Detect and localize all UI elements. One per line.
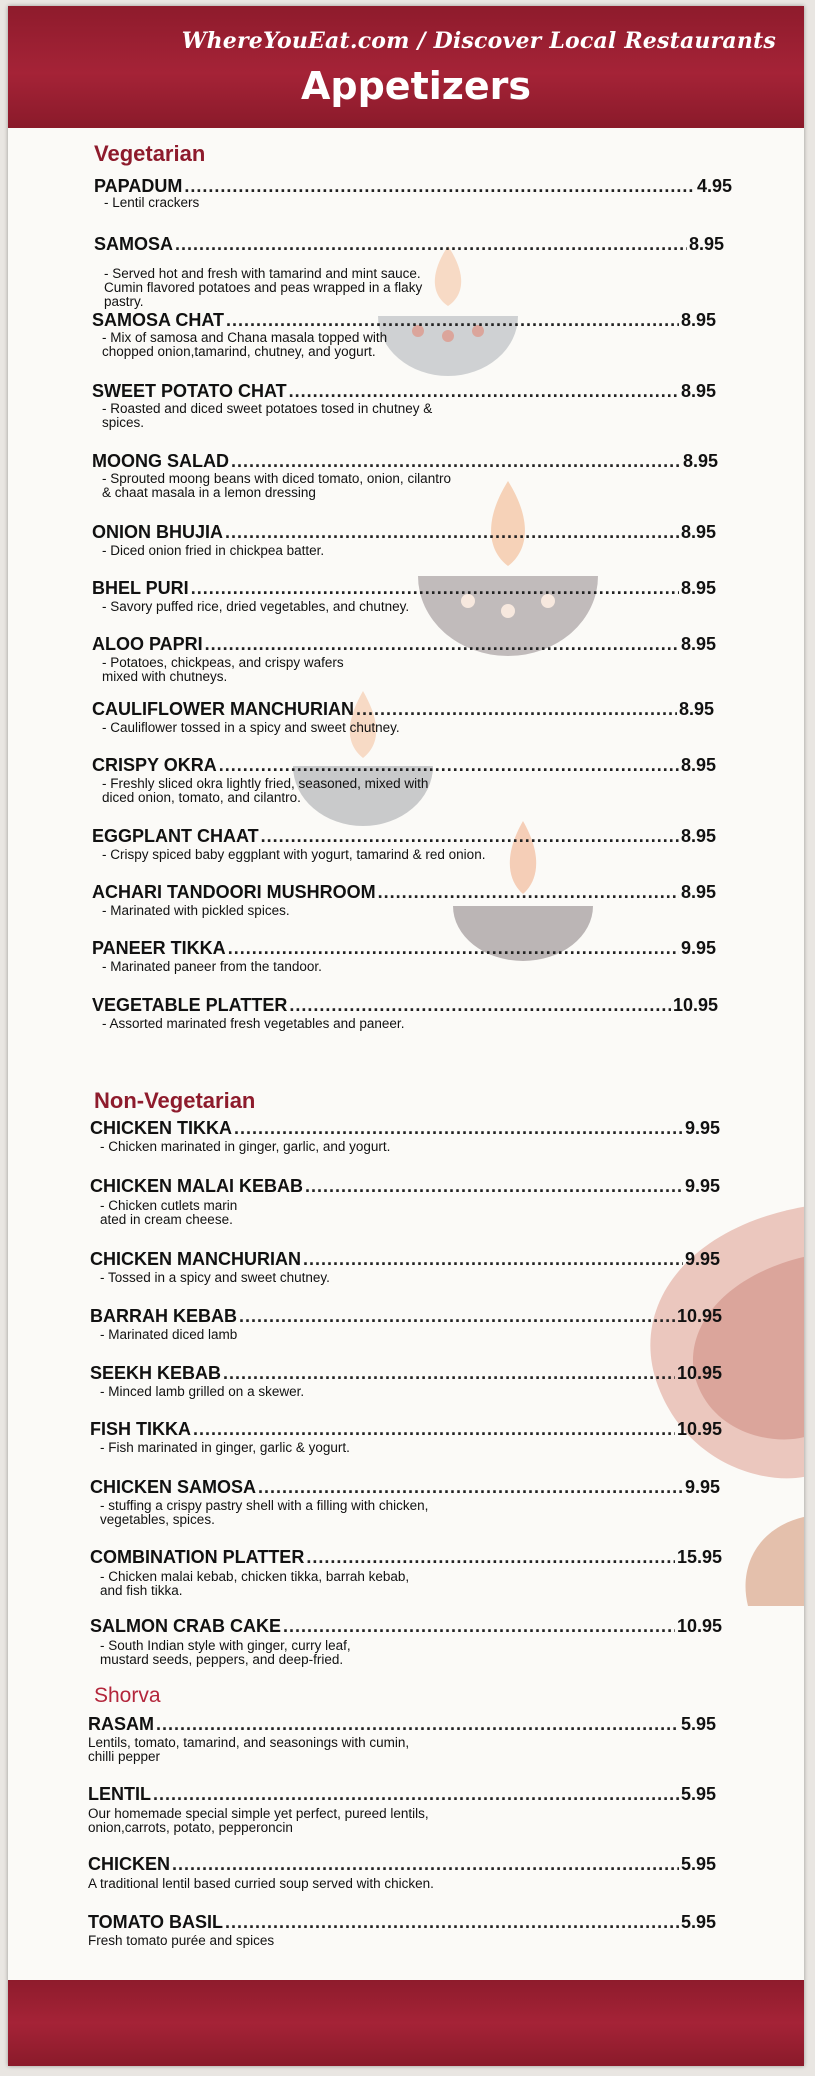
menu-item-description: - Chicken cutlets marin ated in cream cheese. xyxy=(100,1198,238,1227)
menu-item xyxy=(90,1249,720,1270)
menu-item xyxy=(92,522,716,543)
menu-item xyxy=(92,451,718,472)
dot-leader xyxy=(231,451,681,472)
menu-item xyxy=(92,882,716,903)
menu-item-name: CHICKEN SAMOSA xyxy=(90,1477,257,1497)
menu-item-name: BARRAH KEBAB xyxy=(90,1306,237,1326)
menu-item xyxy=(92,634,716,655)
menu-item-description: - Potatoes, chickpeas, and crispy wafers mixed with chutneys. xyxy=(102,655,344,684)
menu-item xyxy=(92,578,716,599)
menu-item xyxy=(90,1363,722,1384)
menu-item-name: SAMOSA xyxy=(94,234,174,254)
section-title-non-vegetarian: Non-Vegetarian xyxy=(94,1088,256,1113)
menu-item-description: - Mix of samosa and Chana masala topped with chopped onion,tamarind, chutney, and yogurt. xyxy=(102,330,388,359)
dot-leader xyxy=(378,882,679,903)
menu-item xyxy=(94,176,732,197)
menu-item-price: 8.95 xyxy=(680,310,716,330)
menu-item xyxy=(90,1176,720,1197)
menu-item-description: - Assorted marinated fresh vegetables and paneer. xyxy=(102,1016,405,1031)
menu-item-description: - Crispy spiced baby eggplant with yogurt, tamarind & red onion. xyxy=(102,847,486,862)
menu-item xyxy=(88,1854,716,1875)
menu-item-description: - Marinated diced lamb xyxy=(100,1327,238,1342)
menu-item-price: 10.95 xyxy=(676,1616,722,1636)
menu-item-name: COMBINATION PLATTER xyxy=(90,1547,305,1567)
menu-item-description: - Tossed in a spicy and sweet chutney. xyxy=(100,1270,330,1285)
menu-item-description: - Sprouted moong beans with diced tomato, onion, cilantro & chaat masala in a lemon dressing xyxy=(102,471,451,500)
menu-item xyxy=(90,1306,722,1327)
menu-item-name: CHICKEN MANCHURIAN xyxy=(90,1249,301,1269)
dot-leader xyxy=(239,1306,675,1327)
dot-leader xyxy=(306,1547,675,1568)
menu-item-description: Fresh tomato purée and spices xyxy=(88,1933,275,1948)
dot-leader xyxy=(175,234,687,255)
dot-leader xyxy=(289,381,679,402)
menu-item-name: SAMOSA CHAT xyxy=(92,310,224,330)
menu-item-description: - Minced lamb grilled on a skewer. xyxy=(100,1384,305,1399)
menu-item xyxy=(92,995,718,1016)
menu-item-price: 8.95 xyxy=(680,522,716,542)
menu-item xyxy=(92,755,716,776)
page-title: Appetizers xyxy=(300,64,532,108)
menu-item-price: 10.95 xyxy=(672,995,718,1015)
menu-item-price: 9.95 xyxy=(684,1176,720,1196)
menu-item xyxy=(90,1547,722,1568)
menu-item-price: 9.95 xyxy=(684,1118,720,1138)
dot-leader xyxy=(356,699,677,720)
section-title-vegetarian: Vegetarian xyxy=(94,141,206,166)
menu-item-name: ALOO PAPRI xyxy=(92,634,203,654)
menu-item xyxy=(92,938,716,959)
dot-leader xyxy=(205,634,679,655)
dot-leader xyxy=(226,310,679,331)
menu-item xyxy=(92,826,716,847)
menu-item-description: - Diced onion fried in chickpea batter. xyxy=(102,543,325,558)
menu-item-price: 10.95 xyxy=(676,1363,722,1383)
menu-item xyxy=(90,1616,722,1637)
menu-item-description: - Marinated with pickled spices. xyxy=(102,903,290,918)
dot-leader xyxy=(225,1912,679,1933)
menu-item xyxy=(88,1714,716,1735)
menu-item-price: 9.95 xyxy=(684,1249,720,1269)
menu-item-price: 8.95 xyxy=(680,634,716,654)
dot-leader xyxy=(228,938,679,959)
dot-leader xyxy=(156,1714,679,1735)
dot-leader xyxy=(153,1784,679,1805)
menu-item-price: 8.95 xyxy=(688,234,724,254)
menu-item-price: 9.95 xyxy=(680,938,716,958)
dot-leader xyxy=(193,1419,675,1440)
dot-leader xyxy=(191,578,679,599)
menu-item-name: SWEET POTATO CHAT xyxy=(92,381,287,401)
menu-item-name: RASAM xyxy=(88,1714,154,1734)
menu-item-name: PAPADUM xyxy=(94,176,183,196)
section-title-shorva: Shorva xyxy=(94,1684,161,1707)
menu-item xyxy=(90,1118,720,1139)
menu-item-name: CRISPY OKRA xyxy=(92,755,217,775)
menu-item xyxy=(90,1419,722,1440)
menu-item-description: - Freshly sliced okra lightly fried, seasoned, mixed with diced onion, tomato, and cilantro. xyxy=(102,776,429,805)
menu-item-price: 5.95 xyxy=(680,1912,716,1932)
menu-item-price: 5.95 xyxy=(680,1714,716,1734)
menu-item-name: PANEER TIKKA xyxy=(92,938,226,958)
menu-item xyxy=(88,1912,716,1933)
menu-item xyxy=(92,310,716,331)
dot-leader xyxy=(219,755,679,776)
dot-leader xyxy=(172,1854,679,1875)
menu-item-price: 15.95 xyxy=(676,1547,722,1567)
dot-leader xyxy=(303,1249,683,1270)
menu-header xyxy=(8,6,804,128)
menu-item-name: CHICKEN MALAI KEBAB xyxy=(90,1176,303,1196)
menu-item-description: - Chicken marinated in ginger, garlic, and yogurt. xyxy=(100,1139,391,1154)
menu-item xyxy=(90,1477,720,1498)
menu-item-price: 8.95 xyxy=(680,755,716,775)
menu-item-price: 8.95 xyxy=(678,699,714,719)
menu-item-price: 10.95 xyxy=(676,1419,722,1439)
menu-item-name: BHEL PURI xyxy=(92,578,189,598)
menu-item-description: - Lentil crackers xyxy=(104,195,200,210)
menu-item-name: ACHARI TANDOORI MUSHROOM xyxy=(92,882,376,902)
dot-leader xyxy=(305,1176,683,1197)
menu-item-description: - Cauliflower tossed in a spicy and sweet chutney. xyxy=(102,720,400,735)
watermark-text: WhereYouEat.com / Discover Local Restaurants xyxy=(181,28,776,54)
dot-leader xyxy=(234,1118,683,1139)
menu-item-name: CHICKEN TIKKA xyxy=(90,1118,232,1138)
menu-item-description: - Savory puffed rice, dried vegetables, and chutney. xyxy=(102,599,410,614)
menu-item-name: ONION BHUJIA xyxy=(92,522,224,542)
menu-item-price: 8.95 xyxy=(680,882,716,902)
dot-leader xyxy=(225,522,679,543)
menu-item-name: SALMON CRAB CAKE xyxy=(90,1616,281,1636)
menu-item-name: TOMATO BASIL xyxy=(88,1912,223,1932)
menu-item-description: - stuffing a crispy pastry shell with a filling with chicken, vegetables, spices. xyxy=(100,1498,429,1527)
menu-item-price: 5.95 xyxy=(680,1784,716,1804)
menu-item-description: A traditional lentil based curried soup served with chicken. xyxy=(88,1876,434,1891)
dot-leader xyxy=(258,1477,683,1498)
menu-item-name: FISH TIKKA xyxy=(90,1419,191,1439)
menu-item-price: 10.95 xyxy=(676,1306,722,1326)
menu-item-price: 4.95 xyxy=(696,176,732,196)
dot-leader xyxy=(289,995,671,1016)
menu-footer xyxy=(8,1980,804,2066)
dot-leader xyxy=(223,1363,675,1384)
menu-item-description: - Fish marinated in ginger, garlic & yogurt. xyxy=(100,1440,350,1455)
menu-item-price: 5.95 xyxy=(680,1854,716,1874)
menu-item-description: Lentils, tomato, tamarind, and seasonings with cumin, chilli pepper xyxy=(88,1735,410,1764)
menu-item-description: - Served hot and fresh with tamarind and mint sauce. Cumin flavored potatoes and peas wrapped in a flaky pastry. xyxy=(104,266,423,309)
menu-item-price: 8.95 xyxy=(680,381,716,401)
menu-item-price: 8.95 xyxy=(682,451,718,471)
menu-page xyxy=(8,6,804,2066)
menu-item-name: LENTIL xyxy=(88,1784,151,1804)
menu-item-price: 8.95 xyxy=(680,578,716,598)
dot-leader xyxy=(184,176,695,197)
dot-leader xyxy=(283,1616,675,1637)
menu-item-description: - Marinated paneer from the tandoor. xyxy=(102,959,322,974)
menu-item-name: MOONG SALAD xyxy=(92,451,229,471)
menu-item-description: - Roasted and diced sweet potatoes tosed in chutney & spices. xyxy=(102,401,433,430)
menu-item xyxy=(88,1784,716,1805)
menu-item-name: SEEKH KEBAB xyxy=(90,1363,222,1383)
menu-item-name: VEGETABLE PLATTER xyxy=(92,995,288,1015)
menu-item xyxy=(92,699,714,720)
menu-item xyxy=(94,234,724,255)
menu-item-name: CHICKEN xyxy=(88,1854,171,1874)
dot-leader xyxy=(261,826,679,847)
menu-item-name: EGGPLANT CHAAT xyxy=(92,826,259,846)
menu-item-price: 8.95 xyxy=(680,826,716,846)
menu-item-description: - South Indian style with ginger, curry leaf, mustard seeds, peppers, and deep-fried. xyxy=(100,1638,351,1667)
menu-item xyxy=(92,381,716,402)
menu-item-description: Our homemade special simple yet perfect, pureed lentils, onion,carrots, potato, pepperoncin xyxy=(88,1806,429,1835)
menu-item-price: 9.95 xyxy=(684,1477,720,1497)
menu-item-description: - Chicken malai kebab, chicken tikka, barrah kebab, and fish tikka. xyxy=(100,1569,410,1598)
menu-item-name: CAULIFLOWER MANCHURIAN xyxy=(92,699,354,719)
